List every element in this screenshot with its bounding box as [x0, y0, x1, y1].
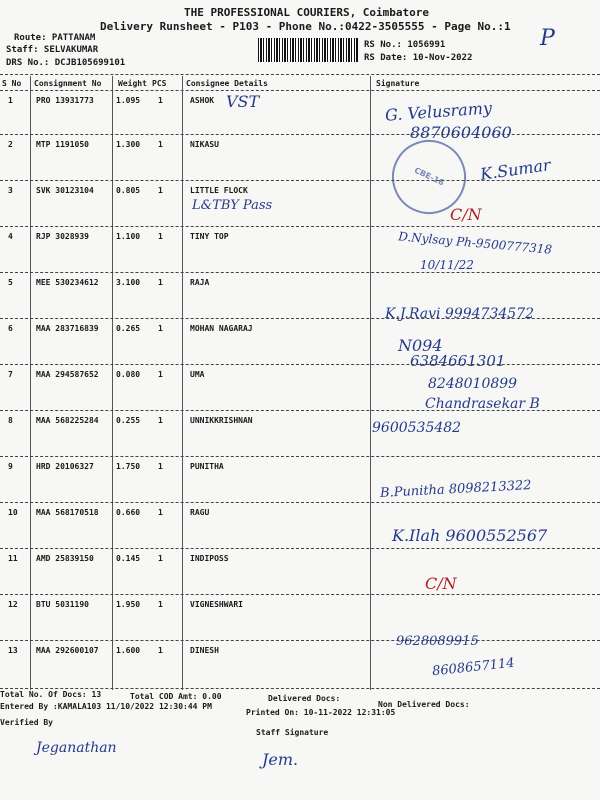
row-pcs: 1 — [158, 186, 163, 195]
total-cod: Total COD Amt: 0.00 — [130, 692, 222, 701]
row-weight: 1.750 — [116, 462, 141, 471]
route-label: Route: PATTANAM — [14, 33, 96, 43]
row-consignment: MEE 530234612 — [36, 278, 99, 287]
row-weight: 0.660 — [116, 508, 141, 517]
row-sno: 9 — [8, 462, 13, 471]
signature-phone: 9600535482 — [372, 420, 462, 436]
row-pcs: 1 — [158, 462, 163, 471]
col-signature: Signature — [376, 79, 420, 88]
table-row — [0, 322, 600, 368]
row-pcs: 1 — [158, 646, 163, 655]
row-consignee: VIGNESHWARI — [190, 600, 243, 609]
row-sno: 5 — [8, 278, 13, 287]
row-pcs: 1 — [158, 554, 163, 563]
row-weight: 3.100 — [116, 278, 141, 287]
row-consignment: BTU 5031190 — [36, 600, 89, 609]
verified-signature: Jeganathan — [36, 740, 117, 756]
row-weight: 1.100 — [116, 232, 141, 241]
entered-by: Entered By :KAMALA103 11/10/2022 12:30:44 PM — [0, 702, 212, 711]
non-delivered-docs: Non Delivered Docs: — [378, 700, 470, 709]
row-consignee: RAGU — [190, 508, 210, 517]
row-sno: 13 — [8, 646, 18, 655]
row-weight: 1.950 — [116, 600, 141, 609]
row-consignee: UNNIKKRISHNAN — [190, 416, 253, 425]
row-pcs: 1 — [158, 96, 163, 105]
row-pcs: 1 — [158, 370, 163, 379]
staff-label: Staff: SELVAKUMAR — [6, 45, 99, 55]
signature-phone: 8870604060 — [410, 123, 512, 142]
row-consignee: TINY TOP — [190, 232, 229, 241]
row-sno: 10 — [8, 508, 18, 517]
col-consignee: Consignee Details — [186, 79, 268, 88]
row-sno: 8 — [8, 416, 13, 425]
handwritten-note: VST — [226, 92, 260, 111]
runsheet-title: Delivery Runsheet - P103 - Phone No.:0422-3505555 - Page No.:1 — [100, 20, 511, 33]
row-weight: 0.080 — [116, 370, 141, 379]
row-sno: 7 — [8, 370, 13, 379]
col-weight: Weight — [118, 79, 147, 88]
signature: C/N — [450, 205, 482, 224]
delivered-docs: Delivered Docs: — [268, 694, 341, 703]
row-pcs: 1 — [158, 140, 163, 149]
row-weight: 0.255 — [116, 416, 141, 425]
page-mark: P — [540, 26, 555, 51]
row-sno: 2 — [8, 140, 13, 149]
row-consignment: PRO 13931773 — [36, 96, 94, 105]
company-title: THE PROFESSIONAL COURIERS, Coimbatore — [184, 6, 430, 19]
row-consignee: PUNITHA — [190, 462, 224, 471]
row-consignee: DINESH — [190, 646, 219, 655]
row-consignee: INDIPOSS — [190, 554, 229, 563]
rs-date: RS Date: 10-Nov-2022 — [364, 53, 473, 63]
signature: K.Sumar — [479, 155, 552, 184]
signature: N094 — [398, 336, 443, 355]
row-consignment: RJP 3028939 — [36, 232, 89, 241]
staff-signature: Jem. — [262, 750, 299, 769]
signature: B.Punitha 8098213322 — [379, 478, 532, 501]
signature-phone: 8608657114 — [431, 655, 516, 680]
row-sno: 4 — [8, 232, 13, 241]
row-consignment: MAA 292600107 — [36, 646, 99, 655]
signature-date: 10/11/22 — [420, 258, 474, 272]
handwritten-note: L&TBY Pass — [192, 198, 273, 213]
row-weight: 0.265 — [116, 324, 141, 333]
row-consignee: RAJA — [190, 278, 210, 287]
row-consignment: HRD 20106327 — [36, 462, 94, 471]
row-weight: 0.805 — [116, 186, 141, 195]
signature: G. Velusramy — [384, 98, 493, 125]
signature-phone: 8248010899 — [428, 376, 518, 392]
table-row — [0, 598, 600, 644]
signature: K.Ilah 9600552567 — [392, 526, 548, 545]
row-weight: 1.095 — [116, 96, 141, 105]
row-pcs: 1 — [158, 508, 163, 517]
signature-phone: 6384661301 — [410, 352, 506, 370]
row-consignment: SVK 30123104 — [36, 186, 94, 195]
row-consignee: MOHAN NAGARAJ — [190, 324, 253, 333]
signature: C/N — [425, 574, 457, 593]
row-consignment: MAA 568225284 — [36, 416, 99, 425]
row-consignment: MAA 294587652 — [36, 370, 99, 379]
col-consignment: Consignment No — [34, 79, 102, 88]
signature: K.J.Ravi 9994734572 — [385, 306, 535, 322]
row-consignment: MTP 1191050 — [36, 140, 89, 149]
table-row — [0, 414, 600, 460]
courier-stamp: CBE-16 — [380, 128, 478, 226]
signature: D.Nylsay Ph-9500777318 — [397, 229, 553, 257]
table-row — [0, 552, 600, 598]
row-pcs: 1 — [158, 416, 163, 425]
col-pcs: PCS — [152, 79, 167, 88]
row-pcs: 1 — [158, 324, 163, 333]
row-sno: 11 — [8, 554, 18, 563]
row-sno: 12 — [8, 600, 18, 609]
row-weight: 0.145 — [116, 554, 141, 563]
row-consignment: AMD 25839150 — [36, 554, 94, 563]
row-sno: 6 — [8, 324, 13, 333]
table-row — [0, 184, 600, 230]
barcode — [258, 38, 358, 62]
rs-number: RS No.: 1056991 — [364, 40, 446, 50]
row-weight: 1.600 — [116, 646, 141, 655]
row-consignment: MAA 568170518 — [36, 508, 99, 517]
row-pcs: 1 — [158, 278, 163, 287]
row-consignee: LITTLE FLOCK — [190, 186, 248, 195]
drs-number: DRS No.: DCJB105699101 — [6, 58, 126, 68]
row-sno: 3 — [8, 186, 13, 195]
row-consignee: NIKASU — [190, 140, 219, 149]
total-docs: Total No. Of Docs: 13 — [0, 690, 102, 699]
row-consignee: UMA — [190, 370, 205, 379]
row-pcs: 1 — [158, 232, 163, 241]
row-sno: 1 — [8, 96, 13, 105]
signature-phone: 9628089915 — [396, 634, 479, 649]
row-consignee: ASHOK — [190, 96, 215, 105]
verified-by: Verified By — [0, 718, 53, 727]
col-sno: S No — [2, 79, 22, 88]
signature: Chandrasekar B — [425, 396, 540, 412]
staff-signature-label: Staff Signature — [256, 728, 329, 737]
row-pcs: 1 — [158, 600, 163, 609]
printed-on: Printed On: 10-11-2022 12:31:05 — [246, 708, 396, 717]
row-consignment: MAA 283716839 — [36, 324, 99, 333]
row-weight: 1.300 — [116, 140, 141, 149]
